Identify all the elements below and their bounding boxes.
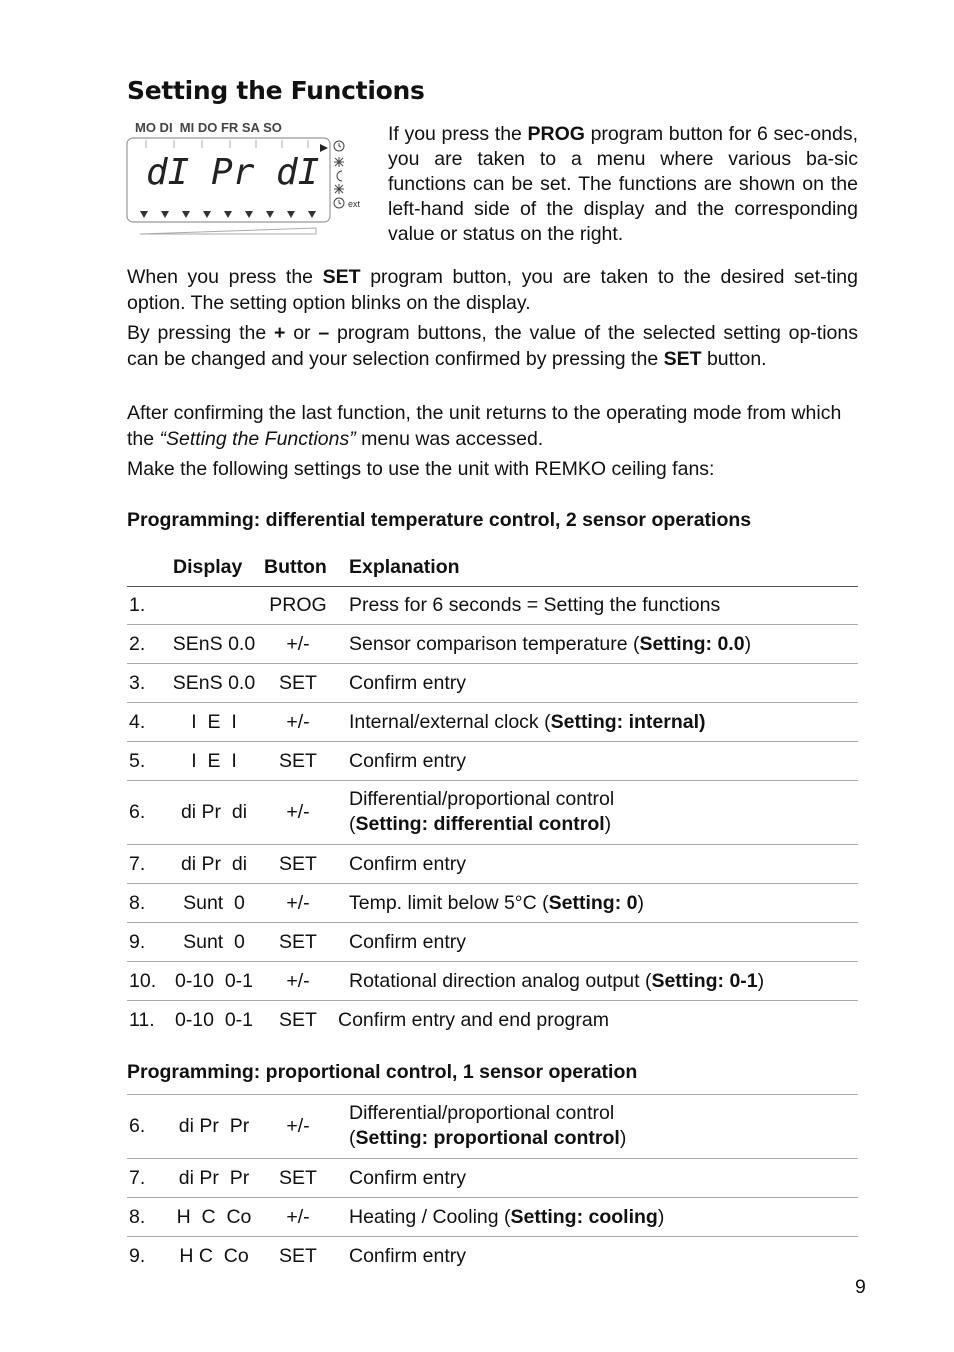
- row-explanation: Heating / Cooling (Setting: cooling): [349, 1206, 665, 1228]
- row-display: 0-10 0-1: [174, 1009, 254, 1031]
- row-explanation: Internal/external clock (Setting: internal): [349, 711, 706, 733]
- plus-minus-paragraph: By pressing the + or – program buttons, the value of the selected setting op-tions can be changed and your selection confirmed by pressing the SET button.: [127, 322, 858, 370]
- row-number: 2.: [129, 633, 146, 655]
- table-row: [127, 742, 858, 781]
- row-button: SET: [279, 1009, 317, 1031]
- lcd-display-illustration: [124, 118, 369, 240]
- row-display: SEnS 0.0: [172, 633, 256, 655]
- table-row: [127, 703, 858, 742]
- row-explanation: Confirm entry: [349, 931, 467, 953]
- row-number: 7.: [129, 853, 146, 875]
- section-title-differential: Programming: differential temperature control, 2 sensor operations: [127, 509, 752, 531]
- row-display: di Pr di: [180, 853, 248, 875]
- lcd-weekdays: MO DI MI DO FR SA SO: [135, 120, 282, 135]
- table-row: [127, 1237, 858, 1275]
- row-display: H C Co: [179, 1245, 249, 1267]
- row-button: +/-: [286, 801, 310, 823]
- table-row: [127, 884, 858, 923]
- row-button: +/-: [286, 892, 310, 914]
- table-row: [127, 587, 858, 625]
- row-display: I E I: [191, 711, 237, 733]
- row-number: 9.: [129, 1245, 146, 1267]
- table-row: [127, 625, 858, 664]
- row-explanation: Sensor comparison temperature (Setting: 0.0): [349, 633, 752, 655]
- table-row: [127, 781, 858, 845]
- table-row: [127, 962, 858, 1001]
- row-explanation: Rotational direction analog output (Setting: 0-1): [349, 970, 765, 992]
- row-explanation: Confirm entry: [349, 853, 467, 875]
- row-display: di Pr Pr: [178, 1167, 250, 1189]
- row-explanation: Temp. limit below 5°C (Setting: 0): [349, 892, 644, 914]
- row-explanation: Confirm entry: [349, 750, 467, 772]
- row-button: +/-: [286, 1115, 310, 1137]
- row-display: I E I: [191, 750, 237, 772]
- table-row: [127, 1159, 858, 1198]
- row-display: H C Co: [176, 1206, 252, 1228]
- page-title: Setting the Functions: [127, 76, 425, 105]
- table-header: [127, 556, 858, 587]
- row-explanation: Confirm entry: [349, 1245, 467, 1267]
- play-arrow-icon: [320, 144, 328, 152]
- row-button: PROG: [269, 594, 327, 616]
- row-display: di Pr Pr: [178, 1115, 250, 1137]
- row-display: 0-10 0-1: [174, 970, 254, 992]
- row-button: SET: [279, 931, 317, 953]
- confirm-paragraph: After confirming the last function, the unit returns to the operating mode from which the “Setting the Functions” menu was accessed.: [127, 402, 842, 450]
- set-button-paragraph: When you press the SET program button, you are taken to the desired set-ting option. The setting option blinks on the display.: [127, 266, 859, 314]
- section-title-proportional: Programming: proportional control, 1 sensor operation: [127, 1061, 638, 1083]
- row-number: 10.: [129, 970, 157, 992]
- row-button: SET: [279, 1245, 317, 1267]
- row-button: +/-: [286, 711, 310, 733]
- lcd-segment-text: dI Pr dI: [146, 152, 320, 193]
- snowflake-icon: [334, 184, 344, 194]
- header-explanation: Explanation: [349, 556, 460, 578]
- table-row: [127, 845, 858, 884]
- row-number: 6.: [129, 801, 146, 823]
- header-button: Button: [264, 556, 327, 578]
- header-display: Display: [173, 556, 243, 578]
- settings-table-differential: [127, 587, 858, 1039]
- row-display: Sunt 0: [183, 892, 245, 914]
- row-explanation: Press for 6 seconds = Setting the functions: [349, 594, 721, 616]
- row-explanation: Differential/proportional control (Setting: differential control): [349, 788, 615, 835]
- status-icons: [334, 141, 344, 208]
- table-row: [127, 664, 858, 703]
- row-number: 7.: [129, 1167, 146, 1189]
- row-button: SET: [279, 1167, 317, 1189]
- settings-intro-paragraph: Make the following settings to use the unit with REMKO ceiling fans:: [127, 458, 715, 480]
- row-number: 5.: [129, 750, 146, 772]
- table-row: [127, 1094, 858, 1159]
- ext-label: ext: [348, 199, 361, 209]
- row-number: 9.: [129, 931, 146, 953]
- table-row: [127, 923, 858, 962]
- row-button: SET: [279, 672, 317, 694]
- intro-paragraph: If you press the PROG program button for 6 sec-onds, you are taken to a menu where various ba-sic functions can be set. The functions are shown on the left-hand side of the display and the corresponding value or status on the right.: [388, 123, 858, 245]
- settings-table-proportional: [127, 1094, 858, 1275]
- moon-icon: [337, 171, 342, 181]
- lcd-bottom-arrows: [140, 211, 316, 218]
- row-number: 4.: [129, 711, 146, 733]
- row-button: +/-: [286, 633, 310, 655]
- row-number: 8.: [129, 1206, 146, 1228]
- row-display: Sunt 0: [183, 931, 245, 953]
- row-button: SET: [279, 750, 317, 772]
- row-number: 3.: [129, 672, 146, 694]
- row-explanation: Confirm entry: [349, 672, 467, 694]
- table-row: [127, 1198, 858, 1237]
- row-number: 8.: [129, 892, 146, 914]
- row-display: di Pr di: [180, 801, 248, 823]
- row-button: +/-: [286, 970, 310, 992]
- row-number: 6.: [129, 1115, 146, 1137]
- row-button: SET: [279, 853, 317, 875]
- row-display: SEnS 0.0: [172, 672, 256, 694]
- row-button: +/-: [286, 1206, 310, 1228]
- row-number: 11.: [129, 1009, 155, 1031]
- table-row: [127, 1001, 858, 1039]
- row-explanation: Differential/proportional control (Setting: proportional control): [349, 1102, 627, 1149]
- row-number: 1.: [129, 594, 146, 616]
- page-number: 9: [855, 1276, 866, 1298]
- sun-icon: [334, 157, 344, 167]
- row-explanation: Confirm entry and end program: [338, 1009, 609, 1031]
- row-explanation: Confirm entry: [349, 1167, 467, 1189]
